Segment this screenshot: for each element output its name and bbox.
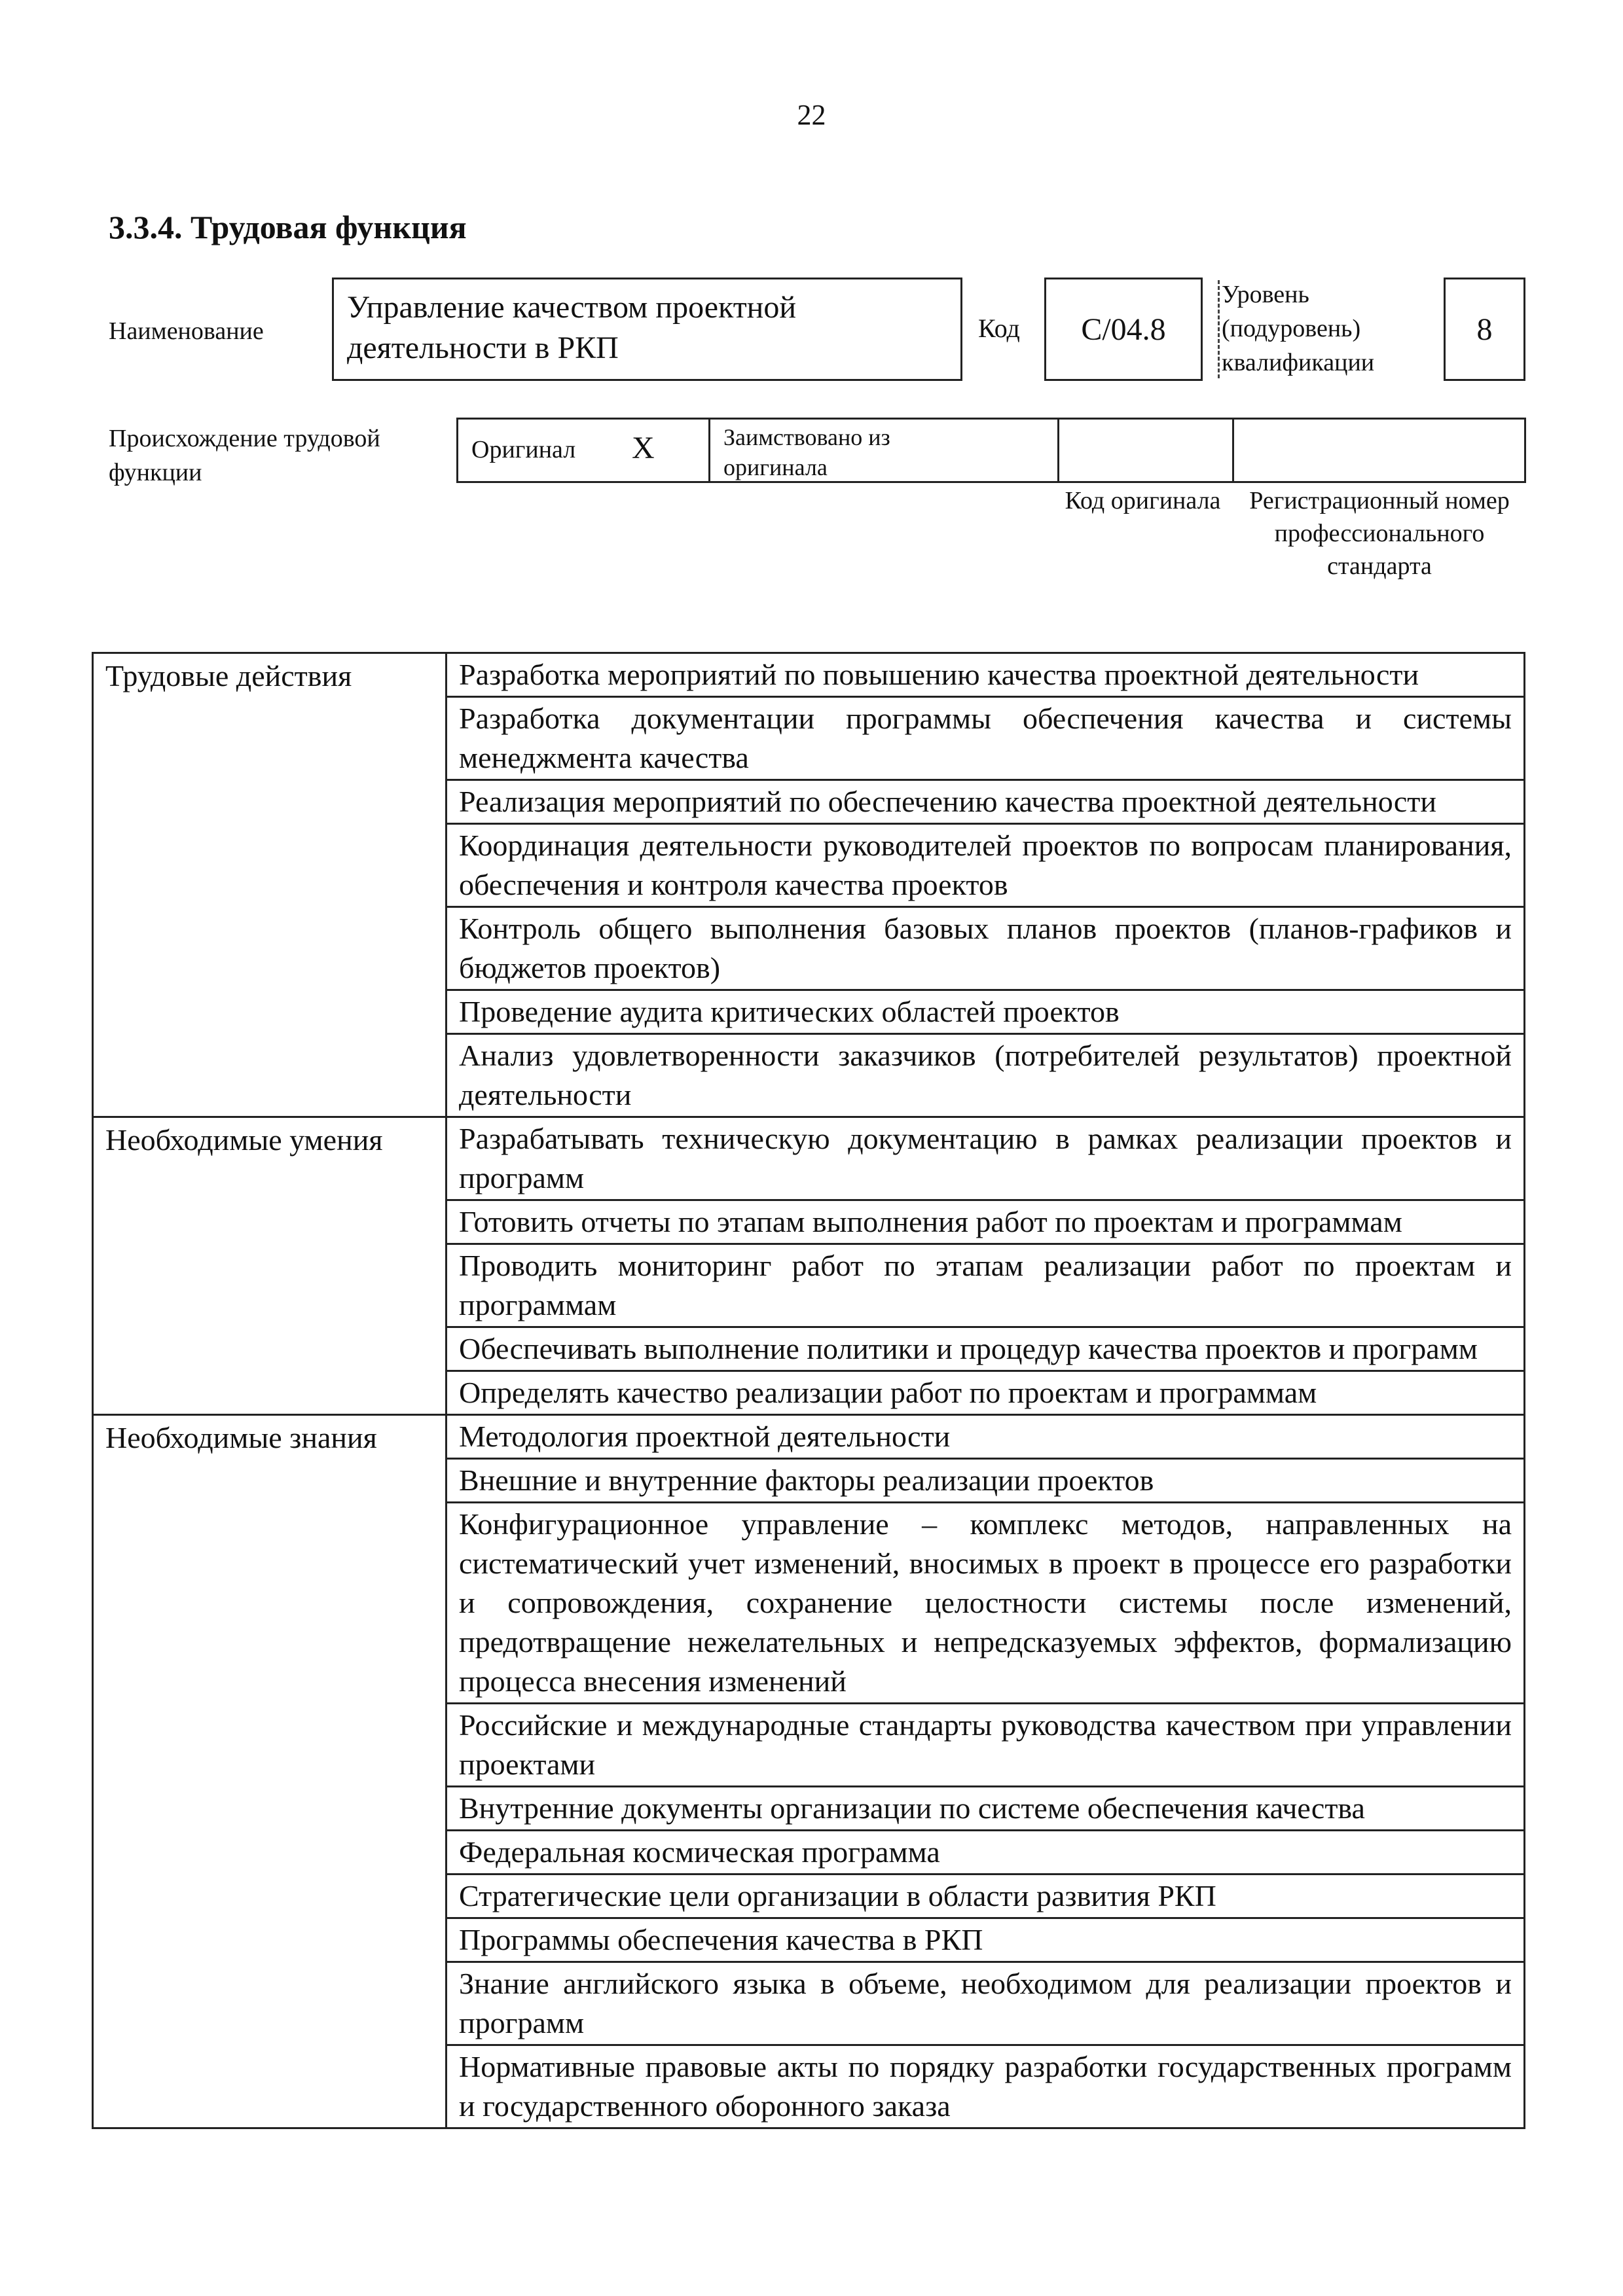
original-cell [458,420,710,481]
table-cell: Реализация мероприятий по обеспечению качества проектной деятельности [447,780,1525,824]
skills-label: Необходимые умения [93,1117,447,1415]
table-row [93,1415,1525,1459]
section-title: 3.3.4. Трудовая функция [109,209,467,245]
table-cell: Федеральная космическая программа [447,1831,1525,1874]
level-divider [1218,280,1220,378]
table-cell: Знание английского языка в объеме, необходимом для реализации проектов и программ [447,1962,1525,2045]
borrowed-cell [710,420,1059,481]
code-original-caption: Код оригинала [1065,487,1221,514]
code-value: C/04.8 [1044,278,1203,381]
table-row [93,653,1525,697]
registration-number-cell [1234,420,1524,481]
page-number: 22 [797,99,826,131]
table-cell: Координация деятельности руководителей проектов по вопросам планирования, обеспечения и контроля качества проектов [447,824,1525,907]
code-original-cell [1059,420,1234,481]
table-cell: Проводить мониторинг работ по этапам реализации работ по проектам и программам [447,1244,1525,1327]
table-row [93,1117,1525,1200]
registration-number-caption: Регистрационный номер профессионального стандарта [1249,487,1510,580]
knowledge-label: Необходимые знания [93,1415,447,2128]
table-cell: Анализ удовлетворенности заказчиков (потребителей результатов) проектной деятельности [447,1034,1525,1117]
original-label: Оригинал [471,436,576,463]
table-cell: Контроль общего выполнения базовых планов проектов (планов-графиков и бюджетов проектов) [447,907,1525,990]
table-cell: Программы обеспечения качества в РКП [447,1918,1525,1962]
table-cell: Определять качество реализации работ по проектам и программам [447,1371,1525,1415]
borrowed-label: Заимствовано из оригинала [723,424,890,480]
labor-actions-label: Трудовые действия [93,653,447,1117]
origin-table [456,418,1526,483]
name-value: Управление качеством проектной деятельности в РКП [332,278,962,381]
level-label: Уровень (подуровень) квалификации [1222,281,1375,376]
table-cell: Конфигурационное управление – комплекс методов, направленных на систематический учет изменений, вносимых в проект в процессе его разработки и сопровождения, сохранение целостности системы после изменений, предотвращение нежелательных и непредсказуемых эффектов, формализацию процесса внесения изменений [447,1503,1525,1704]
origin-label: Происхождение трудовой функции [109,425,380,486]
table-cell: Разработка документации программы обеспечения качества и системы менеджмента качества [447,697,1525,780]
table-cell: Проведение аудита критических областей проектов [447,990,1525,1034]
name-label: Наименование [109,317,264,345]
table-cell: Разрабатывать техническую документацию в рамках реализации проектов и программ [447,1117,1525,1200]
competency-table [92,652,1525,2129]
table-cell: Обеспечивать выполнение политики и процедур качества проектов и программ [447,1327,1525,1371]
table-cell: Российские и международные стандарты руководства качеством при управлении проектами [447,1704,1525,1787]
table-cell: Методология проектной деятельности [447,1415,1525,1459]
level-value: 8 [1444,278,1525,381]
table-cell: Разработка мероприятий по повышению качества проектной деятельности [447,653,1525,697]
original-mark: X [632,431,655,465]
table-cell: Стратегические цели организации в области развития РКП [447,1874,1525,1918]
code-label: Код [978,314,1020,343]
table-cell: Нормативные правовые акты по порядку разработки государственных программ и государственного оборонного заказа [447,2045,1525,2128]
table-cell: Внутренние документы организации по системе обеспечения качества [447,1787,1525,1831]
table-cell: Внешние и внутренние факторы реализации проектов [447,1459,1525,1503]
table-cell: Готовить отчеты по этапам выполнения работ по проектам и программам [447,1200,1525,1244]
